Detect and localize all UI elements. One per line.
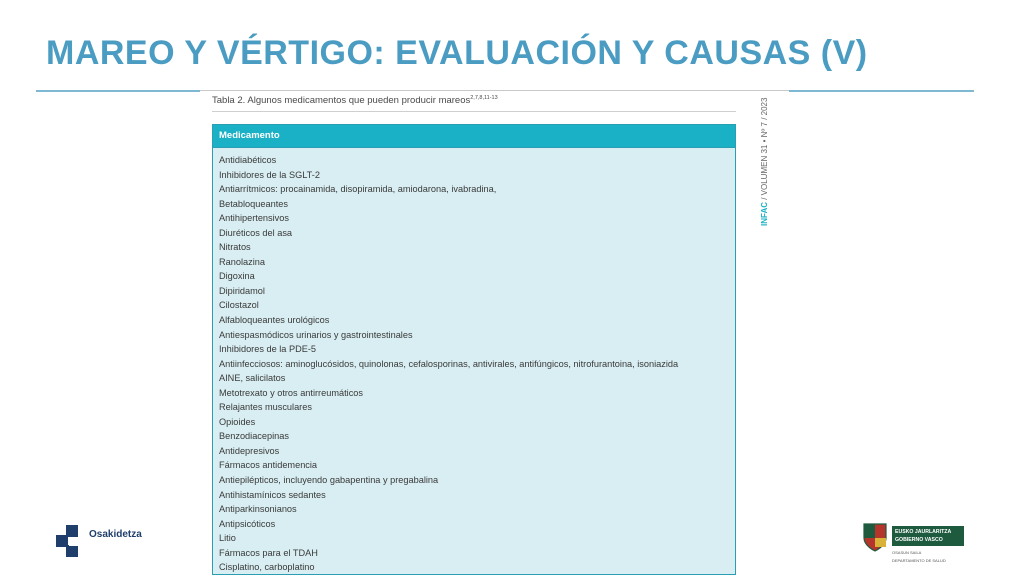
osakidetza-logo-text: Osakidetza	[89, 529, 142, 540]
journal-side-text	[760, 98, 769, 226]
table-row: Alfabloqueantes urológicos	[219, 315, 330, 326]
document-excerpt	[200, 90, 789, 576]
table-header: Medicamento	[213, 125, 735, 148]
table-row: Nitratos	[219, 242, 251, 253]
table-row: Litio	[219, 533, 236, 544]
table-row: Antiinfecciosos: aminoglucósidos, quinolonas, cefalosporinas, antivirales, antifúngicos, nitrofurantoina, isoniazida	[219, 358, 679, 369]
table-row: Antipsicóticos	[219, 518, 276, 529]
gobierno-vasco-logo	[862, 522, 967, 570]
table-row: Fármacos para el TDAH	[219, 547, 318, 558]
gv-departamento-salud: DEPARTAMENTO DE SALUD	[892, 558, 946, 563]
table-row: Antiepilépticos, incluyendo gabapentina y pregabalina	[219, 475, 439, 486]
table-row: Opioides	[219, 416, 256, 427]
gv-gobierno-vasco: GOBIERNO VASCO	[895, 537, 943, 543]
document-top-border	[200, 90, 789, 91]
table-caption-text: Tabla 2. Algunos medicamentos que pueden producir mareos	[212, 95, 471, 106]
table-row: Antihipertensivos	[219, 213, 289, 224]
table-row: Inhibidores de la PDE-5	[219, 344, 317, 355]
table-row: Fármacos antidemencia	[219, 460, 318, 471]
caption-divider	[212, 111, 736, 112]
gv-osasun-saila: OSASUN SAILA	[892, 550, 922, 555]
table-row: Antidepresivos	[219, 445, 280, 456]
journal-brand: INFAC	[760, 202, 769, 226]
table-row: Antiarrítmicos: procainamida, disopiramida, amiodarona, ivabradina,	[219, 184, 497, 195]
table-caption	[212, 95, 498, 106]
table-row: Antihistamínicos sedantes	[219, 489, 326, 500]
table-row: Antiespasmódicos urinarios y gastrointestinales	[219, 329, 413, 340]
title-underline-right	[789, 90, 974, 92]
table-row: Dipiridamol	[219, 285, 265, 296]
osakidetza-logo-icon	[56, 525, 88, 557]
coat-of-arms-icon	[862, 522, 888, 552]
medications-table	[212, 124, 736, 575]
table-row: Digoxina	[219, 271, 255, 282]
table-row: Cisplatino, carboplatino	[219, 562, 315, 573]
table-row: Relajantes musculares	[219, 402, 312, 413]
table-row: Ranolazina	[219, 256, 265, 267]
gv-eusko-jaurlaritza: EUSKO JAURLARITZA	[895, 529, 952, 535]
table-row: Antidiabéticos	[219, 155, 277, 165]
journal-side-note	[758, 96, 772, 276]
journal-volume: / VOLUMEN 31 • Nº 7 / 2023	[760, 97, 769, 202]
table-row: Diuréticos del asa	[219, 227, 293, 238]
table-row: Metotrexato y otros antirreumáticos	[219, 387, 363, 398]
table-row: AINE, salicilatos	[219, 373, 286, 384]
slide-title: MAREO Y VÉRTIGO: EVALUACIÓN Y CAUSAS (V)	[46, 34, 868, 72]
table-row: Benzodiacepinas	[219, 431, 289, 442]
table-row: Inhibidores de la SGLT-2	[219, 169, 320, 180]
table-row: Antiparkinsonianos	[219, 504, 297, 515]
title-underline-left	[36, 90, 200, 92]
table-row: Betabloqueantes	[219, 198, 288, 209]
table-body	[213, 148, 735, 575]
table-row: Cilostazol	[219, 300, 259, 311]
table-caption-references: 2,7,8,11-13	[470, 95, 498, 101]
